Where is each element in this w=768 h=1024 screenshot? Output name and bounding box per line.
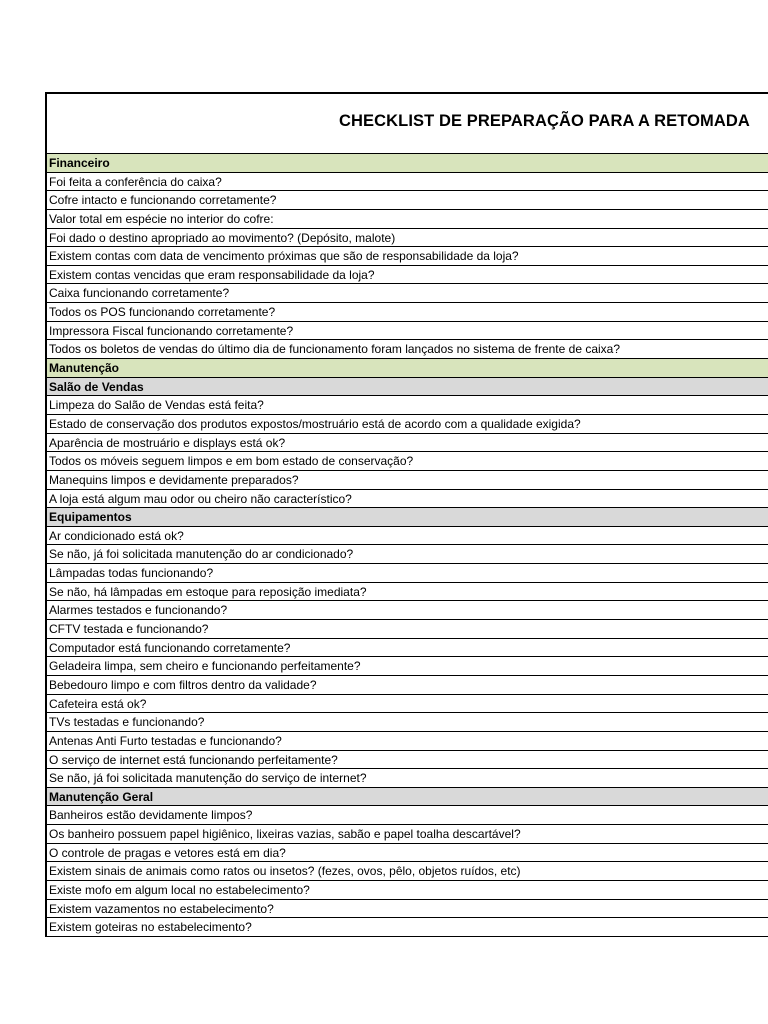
checklist-item: CFTV testada e funcionando? (47, 620, 768, 639)
title-row (47, 94, 768, 154)
checklist-item: Cofre intacto e funcionando corretamente? (47, 191, 768, 210)
section-header: Manutenção (47, 359, 768, 378)
checklist-item: Se não, há lâmpadas em estoque para reposição imediata? (47, 583, 768, 602)
checklist-item: Aparência de mostruário e displays está ok? (47, 434, 768, 453)
checklist-item: Geladeira limpa, sem cheiro e funcionando perfeitamente? (47, 657, 768, 676)
checklist-sheet (45, 92, 768, 937)
checklist-item: Existem contas com data de vencimento próximas que são de responsabilidade da loja? (47, 247, 768, 266)
checklist-item: Existem goteiras no estabelecimento? (47, 918, 768, 937)
checklist-item: Todos os POS funcionando corretamente? (47, 303, 768, 322)
checklist-item: Existe mofo em algum local no estabelecimento? (47, 881, 768, 900)
checklist-item: Estado de conservação dos produtos expostos/mostruário está de acordo com a qualidade exigida? (47, 415, 768, 434)
checklist-item: Existem vazamentos no estabelecimento? (47, 900, 768, 919)
checklist-item: TVs testadas e funcionando? (47, 713, 768, 732)
checklist-item: Manequins limpos e devidamente preparados? (47, 471, 768, 490)
checklist-item: Limpeza do Salão de Vendas está feita? (47, 396, 768, 415)
checklist-item: Os banheiro possuem papel higiênico, lixeiras vazias, sabão e papel toalha descartável? (47, 825, 768, 844)
checklist-item: Se não, já foi solicitada manutenção do serviço de internet? (47, 769, 768, 788)
checklist-item: Todos os boletos de vendas do último dia de funcionamento foram lançados no sistema de frente de caixa? (47, 340, 768, 359)
checklist-item: Banheiros estão devidamente limpos? (47, 806, 768, 825)
checklist-item: A loja está algum mau odor ou cheiro não característico? (47, 490, 768, 509)
checklist-item: Lâmpadas todas funcionando? (47, 564, 768, 583)
checklist-item: Se não, já foi solicitada manutenção do ar condicionado? (47, 545, 768, 564)
section-header: Manutenção Geral (47, 788, 768, 807)
checklist-item: Todos os móveis seguem limpos e em bom estado de conservação? (47, 452, 768, 471)
checklist-item: Caixa funcionando corretamente? (47, 284, 768, 303)
checklist-item: Antenas Anti Furto testadas e funcionando? (47, 732, 768, 751)
checklist-item: Ar condicionado está ok? (47, 527, 768, 546)
checklist-item: Computador está funcionando corretamente? (47, 639, 768, 658)
checklist-item: Foi dado o destino apropriado ao movimento? (Depósito, malote) (47, 229, 768, 248)
checklist-item: Cafeteira está ok? (47, 695, 768, 714)
section-header: Equipamentos (47, 508, 768, 527)
page-title: CHECKLIST DE PREPARAÇÃO PARA A RETOMADA (339, 112, 750, 130)
checklist-item: Valor total em espécie no interior do cofre: (47, 210, 768, 229)
checklist-item: Foi feita a conferência do caixa? (47, 173, 768, 192)
checklist-item: Existem sinais de animais como ratos ou insetos? (fezes, ovos, pêlo, objetos ruídos, etc) (47, 862, 768, 881)
checklist-item: Alarmes testados e funcionando? (47, 601, 768, 620)
checklist-rows (47, 154, 768, 937)
checklist-item: O serviço de internet está funcionando perfeitamente? (47, 751, 768, 770)
checklist-item: Bebedouro limpo e com filtros dentro da validade? (47, 676, 768, 695)
checklist-item: O controle de pragas e vetores está em dia? (47, 844, 768, 863)
section-header: Salão de Vendas (47, 378, 768, 397)
checklist-item: Impressora Fiscal funcionando corretamente? (47, 322, 768, 341)
section-header: Financeiro (47, 154, 768, 173)
checklist-item: Existem contas vencidas que eram responsabilidade da loja? (47, 266, 768, 285)
